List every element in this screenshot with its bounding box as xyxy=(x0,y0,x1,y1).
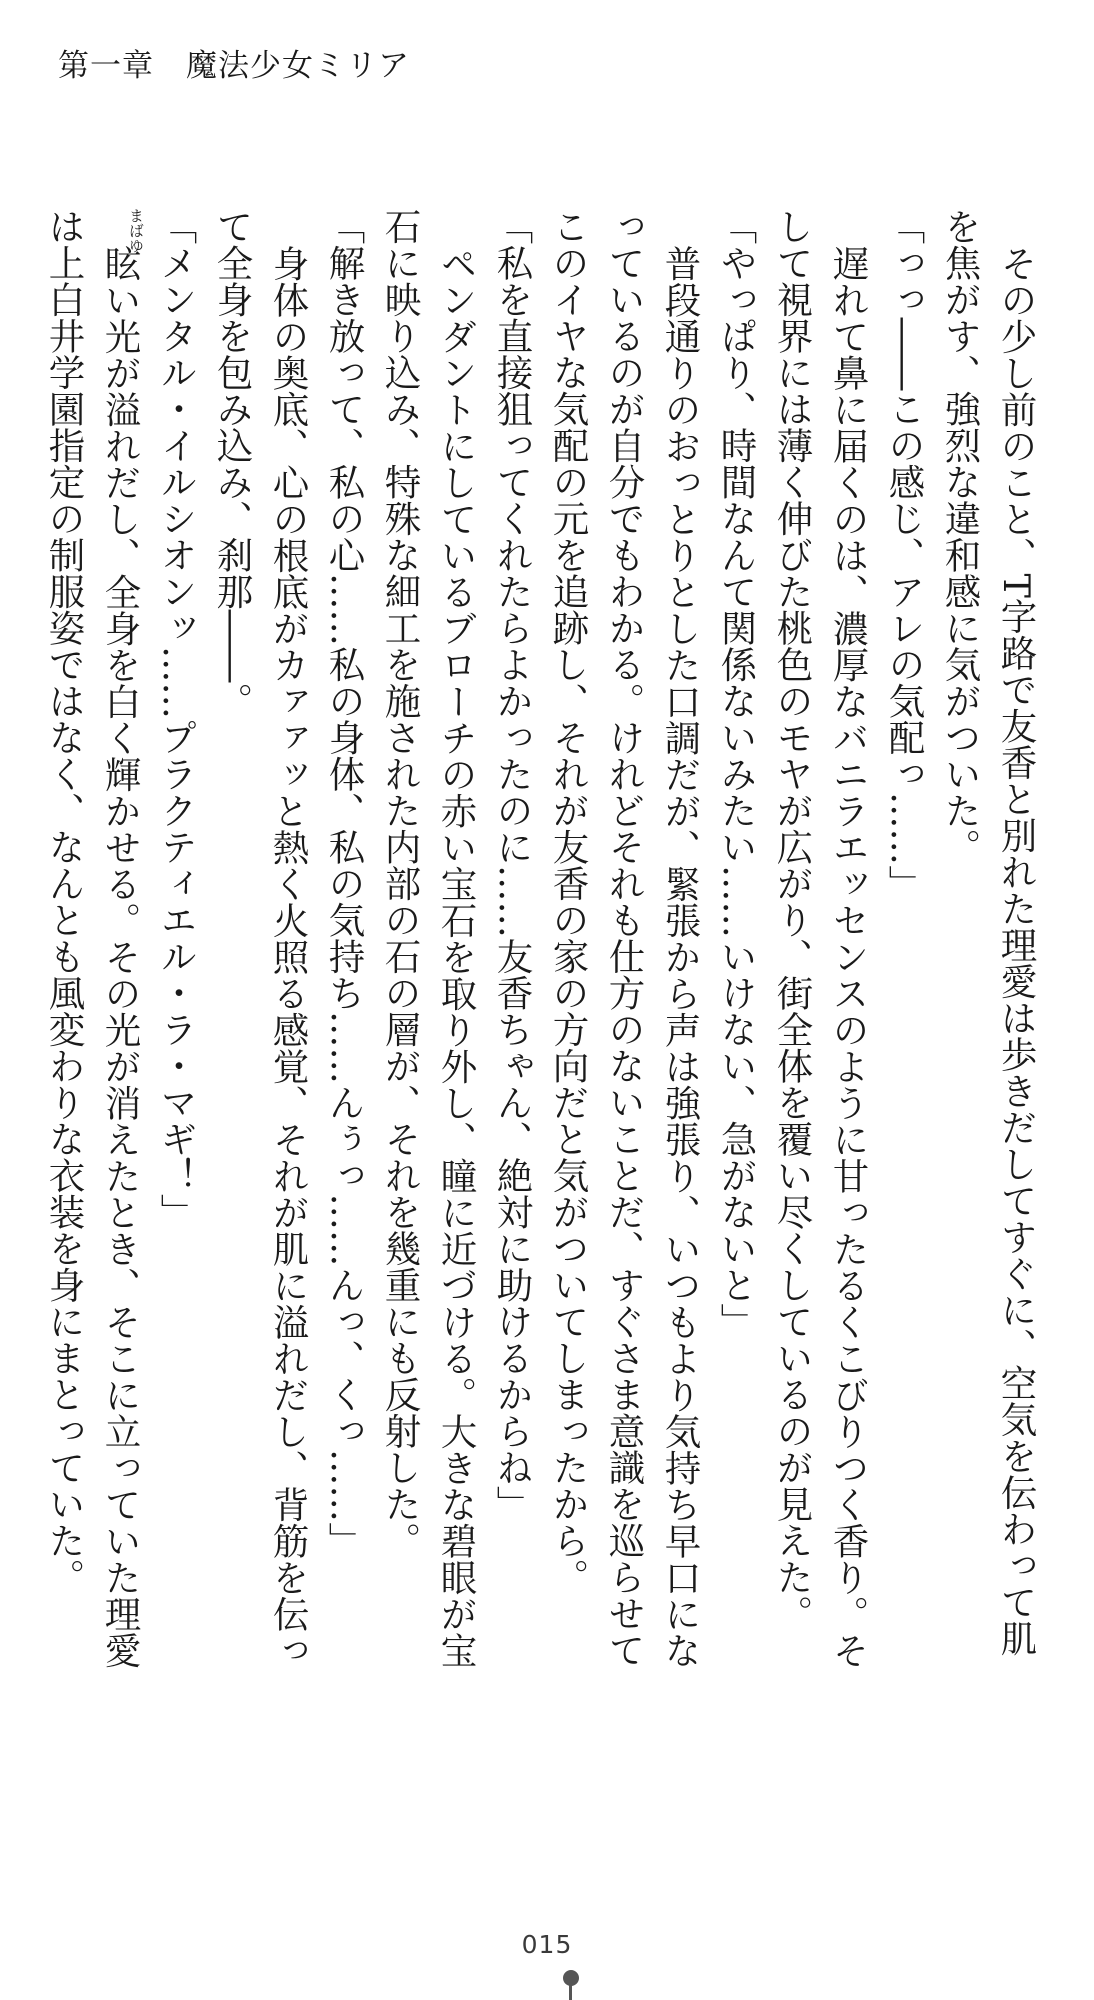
text-line: て全身を包み込み、刹那――。 xyxy=(211,208,254,719)
text-line: 「っっ――この感じ、アレの気配っ……」 xyxy=(883,208,926,902)
text-line: 普段通りのおっとりとした口調だが、緊張から声は強張り、いつもより気持ち早口にな xyxy=(659,244,702,1668)
page-number: 015 xyxy=(521,1930,573,1959)
novel-body-text xyxy=(36,208,1044,1668)
text-line: っているのが自分でもわかる。けれどそれも仕方のないことだ、すぐさま意識を巡らせて xyxy=(603,208,646,1668)
text-line: 眩い光が溢れだし、全身を白く輝かせる。その光が消えたとき、そこに立っていた理愛 xyxy=(99,244,142,1668)
text-line: 「やっぱり、時間なんて関係ないみたい……いけない、急がないと」 xyxy=(715,208,758,1340)
text-line: 「メンタル・イルシオンッ……プラクティエル・ラ・マギ！」 xyxy=(155,208,198,1230)
text-line: 遅れて鼻に届くのは、濃厚なバニラエッセンスのように甘ったるくこびりつく香り。そ xyxy=(827,244,870,1668)
text-line: このイヤな気配の元を追跡し、それが友香の家の方向だと気がついてしまったから。 xyxy=(547,208,590,1595)
page-marker-stem xyxy=(569,1984,572,2000)
text-line: を焦がす、強烈な違和感に気がついた。 xyxy=(939,208,982,865)
text-line: その少し前のこと、T字路で友香と別れた理愛は歩きだしてすぐに、空気を伝わって肌 xyxy=(995,244,1038,1656)
text-line: ペンダントにしているブローチの赤い宝石を取り外し、瞳に近づける。大きな碧眼が宝 xyxy=(435,244,478,1668)
text-line: して視界には薄く伸びた桃色のモヤが広がり、街全体を覆い尽くしているのが見えた。 xyxy=(771,208,814,1632)
text-line: 石に映り込み、特殊な細工を施された内部の石の層が、それを幾重にも反射した。 xyxy=(379,208,422,1559)
text-line-with-ruby xyxy=(92,208,148,1668)
ruby-reading: まばゆ xyxy=(127,208,145,253)
chapter-header: 第一章 魔法少女ミリア xyxy=(58,48,410,84)
text-line: 「解き放って、私の心……私の身体、私の気持ち……んぅっ……んっ、くっ……」 xyxy=(323,208,366,1559)
text-line: は上白井学園指定の制服姿ではなく、なんとも風変わりな衣装を身にまとっていた。 xyxy=(43,208,86,1595)
text-line: 「私を直接狙ってくれたらよかったのに……友香ちゃん、絶対に助けるからね」 xyxy=(491,208,534,1522)
text-line: 身体の奥底、心の根底がカァァッと熱く火照る感覚、それが肌に溢れだし、背筋を伝っ xyxy=(267,244,310,1668)
